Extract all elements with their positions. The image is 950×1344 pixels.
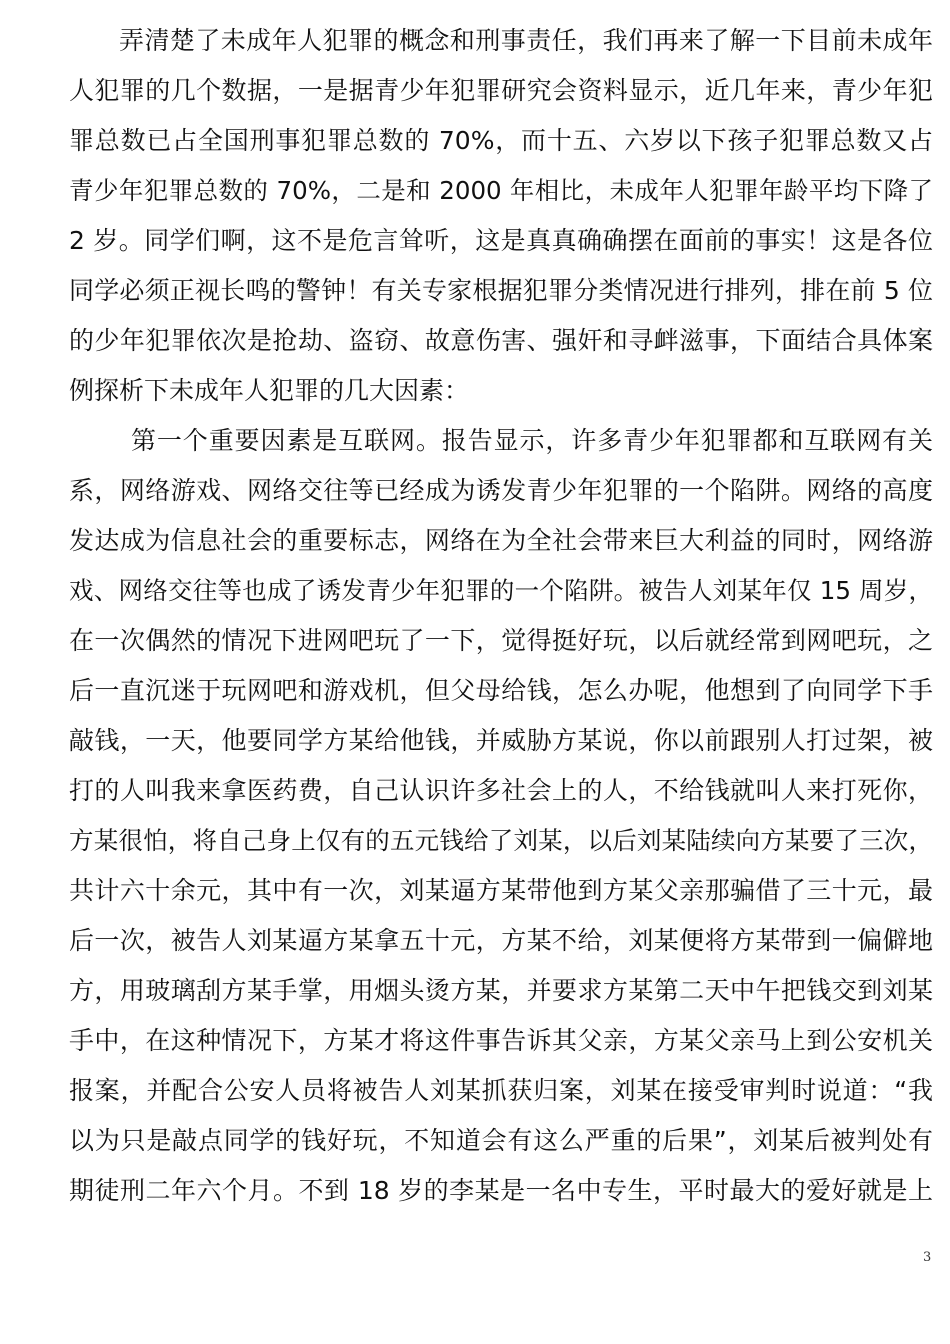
text-line: 发达成为信息社会的重要标志，网络在为全社会带来巨大利益的同时，网络游 xyxy=(69,526,933,555)
text-line: 后一直沉迷于玩网吧和游戏机，但父母给钱，怎么办呢，他想到了向同学下手 xyxy=(69,676,933,705)
text-line: 第一个重要因素是互联网。报告显示，许多青少年犯罪都和互联网有关 xyxy=(131,426,933,455)
text-line: 系，网络游戏、网络交往等已经成为诱发青少年犯罪的一个陷阱。网络的高度 xyxy=(69,476,933,505)
text-line: 在一次偶然的情况下进网吧玩了一下，觉得挺好玩，以后就经常到网吧玩，之 xyxy=(69,626,933,655)
text-line: 手中，在这种情况下，方某才将这件事告诉其父亲，方某父亲马上到公安机关 xyxy=(69,1026,933,1055)
text-line: 方，用玻璃刮方某手掌，用烟头烫方某，并要求方某第二天中午把钱交到刘某 xyxy=(69,976,933,1005)
text-line: 后一次，被告人刘某逼方某拿五十元，方某不给，刘某便将方某带到一偏僻地 xyxy=(69,926,933,955)
text-line: 的少年犯罪依次是抢劫、盗窃、故意伤害、强奸和寻衅滋事，下面结合具体案 xyxy=(69,326,933,355)
paragraph xyxy=(69,16,933,416)
text-line: 戏、网络交往等也成了诱发青少年犯罪的一个陷阱。被告人刘某年仅 15 周岁， xyxy=(69,576,933,605)
text-line: 敲钱，一天，他要同学方某给他钱，并威胁方某说，你以前跟别人打过架，被 xyxy=(69,726,933,755)
text-line: 方某很怕，将自己身上仅有的五元钱给了刘某，以后刘某陆续向方某要了三次， xyxy=(69,826,933,855)
text-line: 同学必须正视长鸣的警钟！有关专家根据犯罪分类情况进行排列，排在前 5 位 xyxy=(69,276,933,305)
body-text xyxy=(69,16,933,1216)
text-line: 报案，并配合公安人员将被告人刘某抓获归案，刘某在接受审判时说道：“我 xyxy=(69,1076,933,1105)
text-line: 例探析下未成年人犯罪的几大因素： xyxy=(69,376,470,405)
page-number: 3 xyxy=(923,1250,932,1265)
text-line: 弄清楚了未成年人犯罪的概念和刑事责任，我们再来了解一下目前未成年 xyxy=(119,26,933,55)
text-line: 以为只是敲点同学的钱好玩，不知道会有这么严重的后果”，刘某后被判处有 xyxy=(69,1126,933,1155)
paragraph xyxy=(69,416,933,1216)
text-line: 青少年犯罪总数的 70%，二是和 2000 年相比，未成年人犯罪年龄平均下降了 xyxy=(69,176,933,205)
text-line: 打的人叫我来拿医药费，自己认识许多社会上的人，不给钱就叫人来打死你， xyxy=(69,776,933,805)
text-line: 共计六十余元，其中有一次，刘某逼方某带他到方某父亲那骗借了三十元，最 xyxy=(69,876,933,905)
text-line: 人犯罪的几个数据，一是据青少年犯罪研究会资料显示，近几年来，青少年犯 xyxy=(69,76,933,105)
text-line: 2 岁。同学们啊，这不是危言耸听，这是真真确确摆在面前的事实！这是各位 xyxy=(69,226,933,255)
text-line: 罪总数已占全国刑事犯罪总数的 70%，而十五、六岁以下孩子犯罪总数又占 xyxy=(69,126,933,155)
text-line: 期徒刑二年六个月。不到 18 岁的李某是一名中专生，平时最大的爱好就是上 xyxy=(69,1176,933,1205)
